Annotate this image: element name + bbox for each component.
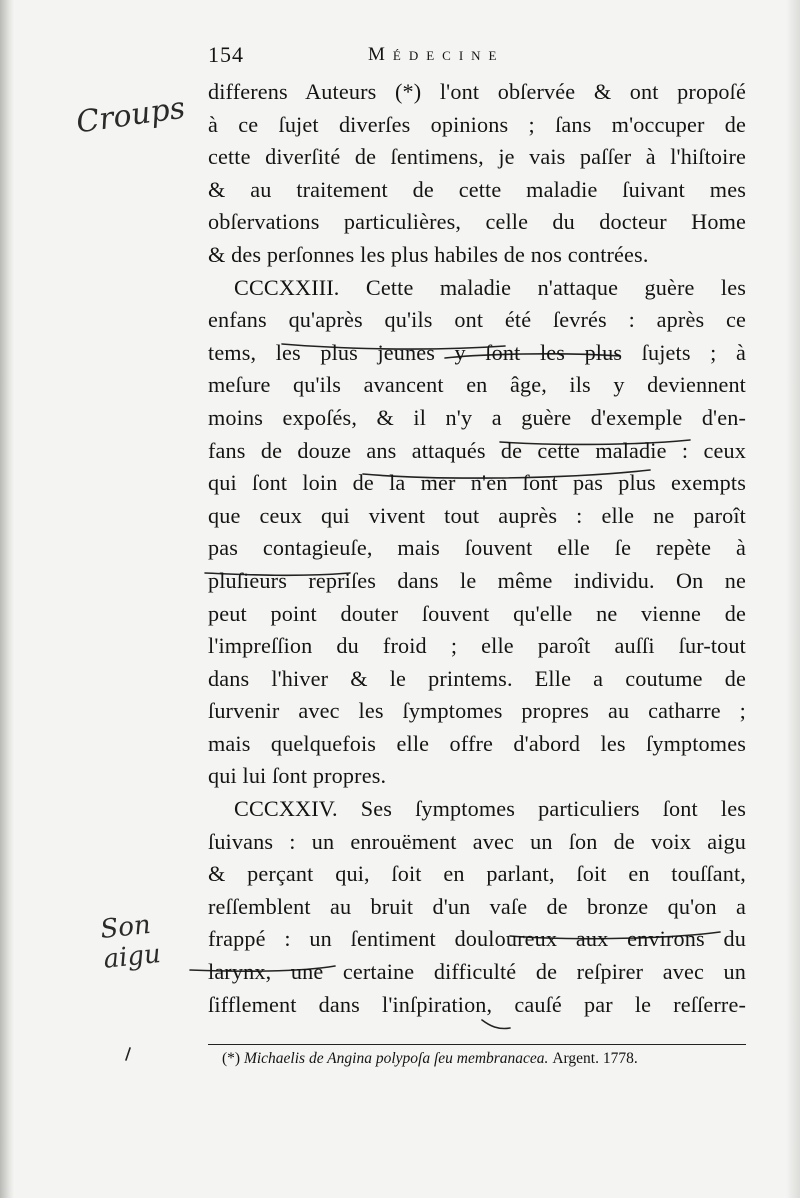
text-line: meſure qu'ils avancent en âge, ils y deviennent bbox=[208, 372, 746, 398]
text-line: ſifflement dans l'inſpiration, cauſé par le reſſerre- bbox=[208, 991, 746, 1017]
footnote bbox=[222, 1050, 752, 1068]
text-line: tems, les plus jeunes y ſont les plus ſujets ; à bbox=[208, 339, 746, 365]
text-line: & des perſonnes les plus habiles de nos contrées. bbox=[208, 241, 649, 267]
text-line: pluſieurs repriſes dans le même individu. On ne bbox=[208, 567, 746, 593]
text-line: à ce ſujet diverſes opinions ; ſans m'occuper de bbox=[208, 111, 746, 137]
footnote-rule bbox=[208, 1044, 746, 1045]
text-line: qui ſont loin de la mer n'en ſont pas plus exempts bbox=[208, 470, 746, 496]
paragraph-start-cccxxiii: CCCXXIII. Cette maladie n'attaque guère les bbox=[234, 274, 746, 300]
page-number: 154 bbox=[208, 42, 244, 67]
text-line: peut point douter ſouvent qu'elle ne vienne de bbox=[208, 600, 746, 626]
text-line: l'impreſſion du froid ; elle paroît auſſi ſur-tout bbox=[208, 633, 746, 659]
text-line: moins expoſés, & il n'y a guère d'exemple d'en- bbox=[208, 404, 746, 430]
margin-note-bottom-line-2: aigu bbox=[102, 939, 163, 975]
page-edge bbox=[786, 0, 800, 1198]
footnote-place-date: Argent. 1778. bbox=[552, 1050, 638, 1067]
text-line: larynx, une certaine difficulté de reſpirer avec un bbox=[208, 959, 746, 985]
body-text bbox=[208, 76, 746, 1021]
text-line: ſuivans : un enrouëment avec un ſon de voix aigu bbox=[208, 828, 746, 854]
book-page bbox=[208, 40, 746, 1067]
text-line: differens Auteurs (*) l'ont obſervée & ont propoſé bbox=[208, 79, 746, 104]
text-line: reſſemblent au bruit d'un vaſe de bronze qu'on a bbox=[208, 893, 746, 919]
text-line: obſervations particulières, celle du docteur Home bbox=[208, 209, 746, 235]
text-line: & au traitement de cette maladie ſuivant mes bbox=[208, 176, 746, 202]
text-line: dans l'hiver & le printems. Elle a coutume de bbox=[208, 665, 746, 691]
running-title: Médecine bbox=[368, 44, 505, 65]
binding-shadow bbox=[0, 0, 14, 1198]
text-line: que ceux qui vivent tout auprès : elle ne paroît bbox=[208, 502, 746, 528]
margin-note-bottom bbox=[99, 909, 162, 975]
running-head bbox=[208, 40, 746, 76]
paragraph-start-cccxxiv: CCCXXIV. Ses ſymptomes particuliers ſont les bbox=[234, 796, 746, 822]
margin-note-bottom-line-1: Son bbox=[99, 909, 153, 945]
margin-note-top: Croups bbox=[74, 90, 188, 141]
text-line: pas contagieuſe, mais ſouvent elle ſe repète à bbox=[208, 535, 746, 561]
text-line: fans de douze ans attaqués de cette maladie : ceux bbox=[208, 437, 746, 463]
text-line: enfans qu'après qu'ils ont été ſevrés : après ce bbox=[208, 307, 746, 333]
text-line: frappé : un ſentiment douloureux aux environs du bbox=[208, 926, 746, 952]
text-line: qui lui ſont propres. bbox=[208, 763, 387, 789]
text-line: ſurvenir avec les ſymptomes propres au catharre ; bbox=[208, 698, 746, 724]
footnote-text: Michaelis de Angina polypoſa ſeu membranacea. bbox=[243, 1050, 549, 1067]
text-line: cette diverſité de ſentimens, je vais paſſer à l'hiſtoire bbox=[208, 144, 746, 170]
text-line: mais quelquefois elle offre d'abord les ſymptomes bbox=[208, 730, 746, 756]
text-line: & perçant qui, ſoit en parlant, ſoit en touſſant, bbox=[208, 861, 746, 887]
footnote-marker: (*) bbox=[222, 1050, 241, 1067]
